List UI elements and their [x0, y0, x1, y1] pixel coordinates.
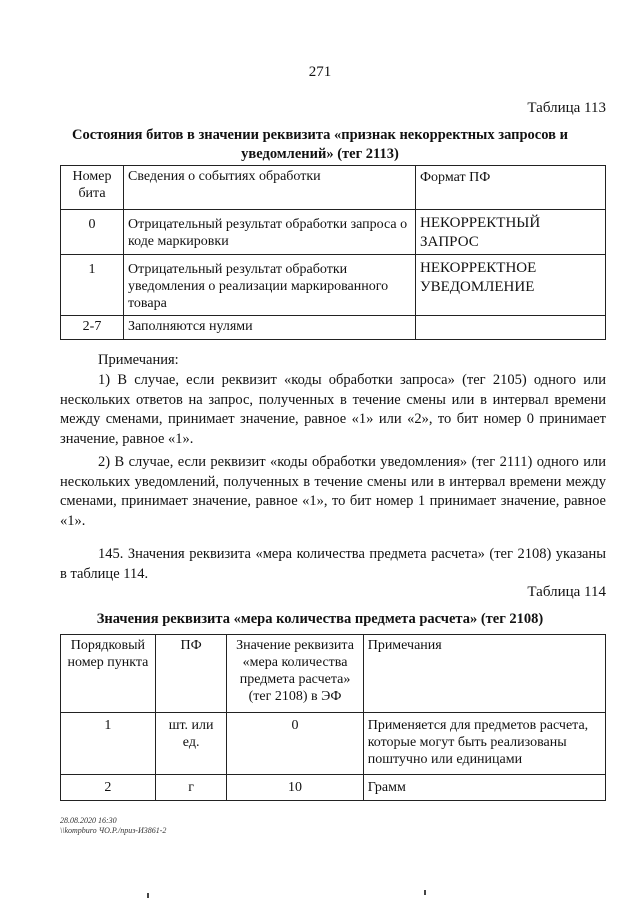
notes-title: Примечания:: [98, 352, 179, 368]
cell-num: 2: [61, 775, 156, 801]
table-row: [61, 713, 606, 775]
table-row: [61, 210, 606, 255]
header-value-ef: Значение реквизита «мера количества предмета расчета» (тег 2108) в ЭФ: [227, 635, 363, 713]
table-114-caption: Таблица 114: [527, 584, 606, 600]
table-row: [61, 316, 606, 340]
table-114: [60, 634, 606, 801]
cell-info: Отрицательный результат обработки уведомления о реализации маркированного товара: [124, 255, 416, 316]
footer-path: \\kompburo ЧО.Р./приз-И3861-2: [60, 826, 167, 835]
scan-mark: [147, 893, 149, 898]
cell-pf: шт. или ед.: [155, 713, 227, 775]
table-row: [61, 255, 606, 316]
cell-bit: 0: [61, 210, 124, 255]
table-113-title-line1: Состояния битов в значении реквизита «признак некорректных запросов и: [72, 127, 568, 143]
cell-format: [416, 316, 606, 340]
cell-num: 1: [61, 713, 156, 775]
table-header-row: [61, 635, 606, 713]
header-pf: ПФ: [155, 635, 227, 713]
note-item: 2) В случае, если реквизит «коды обработки уведомления» (тег 2111) одного или нескольких уведомлений, полученных в течение смены или в интервал времени между сменами, принимает значение, равное «1», то бит номер 1 принимает значение, равное «1».: [60, 454, 606, 529]
cell-format: НЕКОРРЕКТНОЕ УВЕДОМЛЕНИЕ: [416, 255, 606, 316]
header-order-number: Порядковый номер пункта: [61, 635, 156, 713]
cell-bit: 2-7: [61, 316, 124, 340]
notes-list: [60, 371, 606, 531]
note-item: 1) В случае, если реквизит «коды обработки запроса» (тег 2105) одного или нескольких ответов на запрос, полученных в течение смены или в интервал времени между сменами, принимает значение, равное «1» или «2», то бит номер 0 принимает значение, равное «1».: [60, 372, 606, 447]
table-113-title: [60, 126, 580, 164]
cell-pf: г: [155, 775, 227, 801]
paragraph-145-text: 145. Значения реквизита «мера количества предмета расчета» (тег 2108) указаны в таблице 114.: [60, 546, 606, 582]
table-113: [60, 165, 606, 340]
table-114-title: Значения реквизита «мера количества предмета расчета» (тег 2108): [96, 611, 544, 627]
cell-note: Применяется для предметов расчета, которые могут быть реализованы поштучно или единицами: [363, 713, 605, 775]
footer-stamp: [60, 816, 166, 836]
cell-format: НЕКОРРЕКТНЫЙ ЗАПРОС: [416, 210, 606, 255]
cell-bit: 1: [61, 255, 124, 316]
page-number: 271: [308, 64, 332, 80]
header-bit-number: Номер бита: [61, 166, 124, 210]
header-event-info: Сведения о событиях обработки: [124, 166, 416, 210]
cell-value: 10: [227, 775, 363, 801]
cell-note: Грамм: [363, 775, 605, 801]
table-113-caption: Таблица 113: [527, 100, 606, 116]
table-row: [61, 775, 606, 801]
cell-info: Заполняются нулями: [124, 316, 416, 340]
table-header-row: [61, 166, 606, 210]
header-notes: Примечания: [363, 635, 605, 713]
paragraph-145: [60, 545, 606, 584]
scan-mark: [424, 890, 426, 895]
header-pf-format: Формат ПФ: [416, 166, 606, 210]
cell-value: 0: [227, 713, 363, 775]
footer-date: 28.08.2020 16:30: [60, 816, 117, 825]
table-113-title-line2: уведомлений» (тег 2113): [241, 146, 399, 162]
cell-info: Отрицательный результат обработки запроса о коде маркировки: [124, 210, 416, 255]
